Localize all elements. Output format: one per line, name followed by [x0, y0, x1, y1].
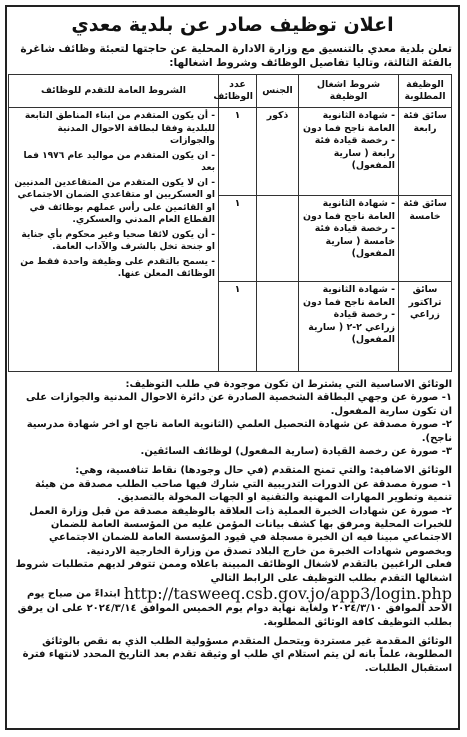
announcement-title: اعلان توظيف صادر عن بلدية معدي [71, 14, 394, 36]
closing-note-section [13, 635, 452, 675]
job-title: سائق فئة رابعة [399, 108, 452, 196]
job-count: ١ [219, 108, 257, 196]
application-start: ابتداءً من صباح يوم [27, 588, 121, 600]
general-conditions [9, 108, 219, 372]
job-gender: ذكور [257, 108, 299, 196]
job-conditions: - شهادة الثانوية العامة ناجح فما دون - رخصة قيادة فئة خامسة ( سارية المفعول) [299, 196, 399, 282]
job-count: ١ [219, 196, 257, 282]
closing-note: الوثائق المقدمة غير مستردة ويتحمل المتقدم مسؤولية الطلب الذي به نقص بالوثائق المطلوبة، علماً بانه لن يتم استلام اي طلب او وثيقة تقدم بعد التاريخ المحدد لانتهاء فترة استقبال الطلبات. [22, 635, 452, 674]
job-gender [257, 282, 299, 372]
additional-document-item: ٢- صورة عن شهادات الخبرة العملية ذات العلاقة بالوظيفة مصدقة من قبل وزارة العمل للخبرات المحلية ومرفق بها كشف بيانات المؤمن عليه من المؤسسة العامة للضمان الاجتماعي مبينا فيه ان الخبرة مسجلة في قيود المؤسسة العامة للضمان الاجتماعي وبخصوص شهادات الخبرة من خارج البلاد تصدق من وزارة الخارجية الاردنية. [29, 505, 452, 557]
job-title: سائق تراكتور زراعي [399, 282, 452, 372]
header-conditions: شروط اشغال الوظيفة [299, 75, 399, 108]
general-condition-item: - أن يكون المتقدم من ابناء المناطق التابعة للبلدية وفقا لبطاقة الاحوال المدنية والجوازات [24, 111, 215, 146]
application-section [13, 558, 452, 629]
additional-documents-section [13, 464, 452, 558]
job-conditions: - شهادة الثانوية العامة ناجح فما دون - رخصة قيادة فئة رابعة ( سارية المفعول) [299, 108, 399, 196]
job-conditions: - شهادة الثانوية العامة ناجح فما دون - رخصة قيادة زراعي ٢-٢ ( سارية المفعول) [299, 282, 399, 372]
general-condition-item: - يسمح بالتقدم على وظيفة واحدة فقط من الوظائف المعلن عنها. [20, 256, 215, 279]
additional-documents-heading: الوثائق الاضافية: والتي تمنح المتقدم (في حال وجودها) نقاط تنافسية، وهي: [75, 465, 452, 477]
header-general: الشروط العامة للتقدم للوظائف [9, 75, 219, 108]
job-count: ١ [219, 282, 257, 372]
header-count: عدد الوظائف [219, 75, 257, 108]
basic-documents-section [13, 378, 452, 458]
intro-text: تعلن بلدية معدي بالتنسيق مع وزارة الادارة المحلية عن حاجتها لتعبئة وظائف شاغرة بالفئة الثالثة، وتاليا تفاصيل الوظائف وشروط اشغالها: [20, 43, 452, 69]
additional-document-item: ١- صورة مصدقة عن الدورات التدريبية التي شارك فيها صاحب الطلب مصدقة من هيئة تنمية وتطوير المهارات المهنية والتقنية او الجهات المخولة بالتصديق. [34, 478, 452, 504]
basic-document-item: ١- صورة عن وجهي البطاقة الشخصية الصادرة عن دائرة الاحوال المدنية والجوازات على ان تكون سارية المفعول. [26, 392, 452, 417]
header-job: الوظيفة المطلوبة [399, 75, 452, 108]
general-condition-item: - ان يكون المتقدم من مواليد عام ١٩٧٦ فما بعد [23, 150, 215, 173]
basic-documents-heading: الوثائق الاساسية التي يشترط ان تكون موجودة في طلب التوظيف: [125, 379, 452, 390]
job-gender [257, 196, 299, 282]
basic-document-item: ٣- صورة عن رخصة القيادة (سارية المفعول) لوظائف السائقين. [140, 446, 452, 458]
application-link[interactable]: http://tasweeq.csb.gov.jo/app3/login.php [123, 584, 452, 604]
header-gender: الجنس [257, 75, 299, 108]
application-dates: الاحد الموافق ٢٠٢٤/٣/١٠ ولغاية نهاية دوام يوم الخميس الموافق ٢٠٢٤/٣/١٤ على ان يرفق بطلب التوظيف كافة الوثائق المطلوبة. [17, 603, 452, 628]
basic-document-item: ٢- صورة مصدقة عن شهادة التحصيل العلمي (الثانوية العامة ناجح او اخر شهادة مدرسية ناجح). [26, 419, 452, 444]
application-intro: فعلى الراغبين بالتقدم لاشغال الوظائف المبينة باعلاه وممن تتوفر لديهم متطلبات شروط اشغالها التقدم بطلب التوظيف على الرابط التالي [15, 559, 452, 584]
general-condition-item: - ان لا يكون المتقدم من المتقاعدين المدنيين او العسكريين او متقاعدي الضمان الاجتماعي او القائمين على رأس عملهم بوظائف في القطاع العام المدني والعسكري. [14, 177, 215, 225]
job-title: سائق فئة خامسة [399, 196, 452, 282]
jobs-table [8, 74, 452, 372]
announcement-page [5, 5, 460, 730]
general-condition-item: - أن يكون لائقا صحيا وغير محكوم بأي جناية او جنحة تخل بالشرف والآداب العامة. [21, 229, 215, 252]
table-row [9, 108, 452, 196]
table-header-row [9, 75, 452, 108]
